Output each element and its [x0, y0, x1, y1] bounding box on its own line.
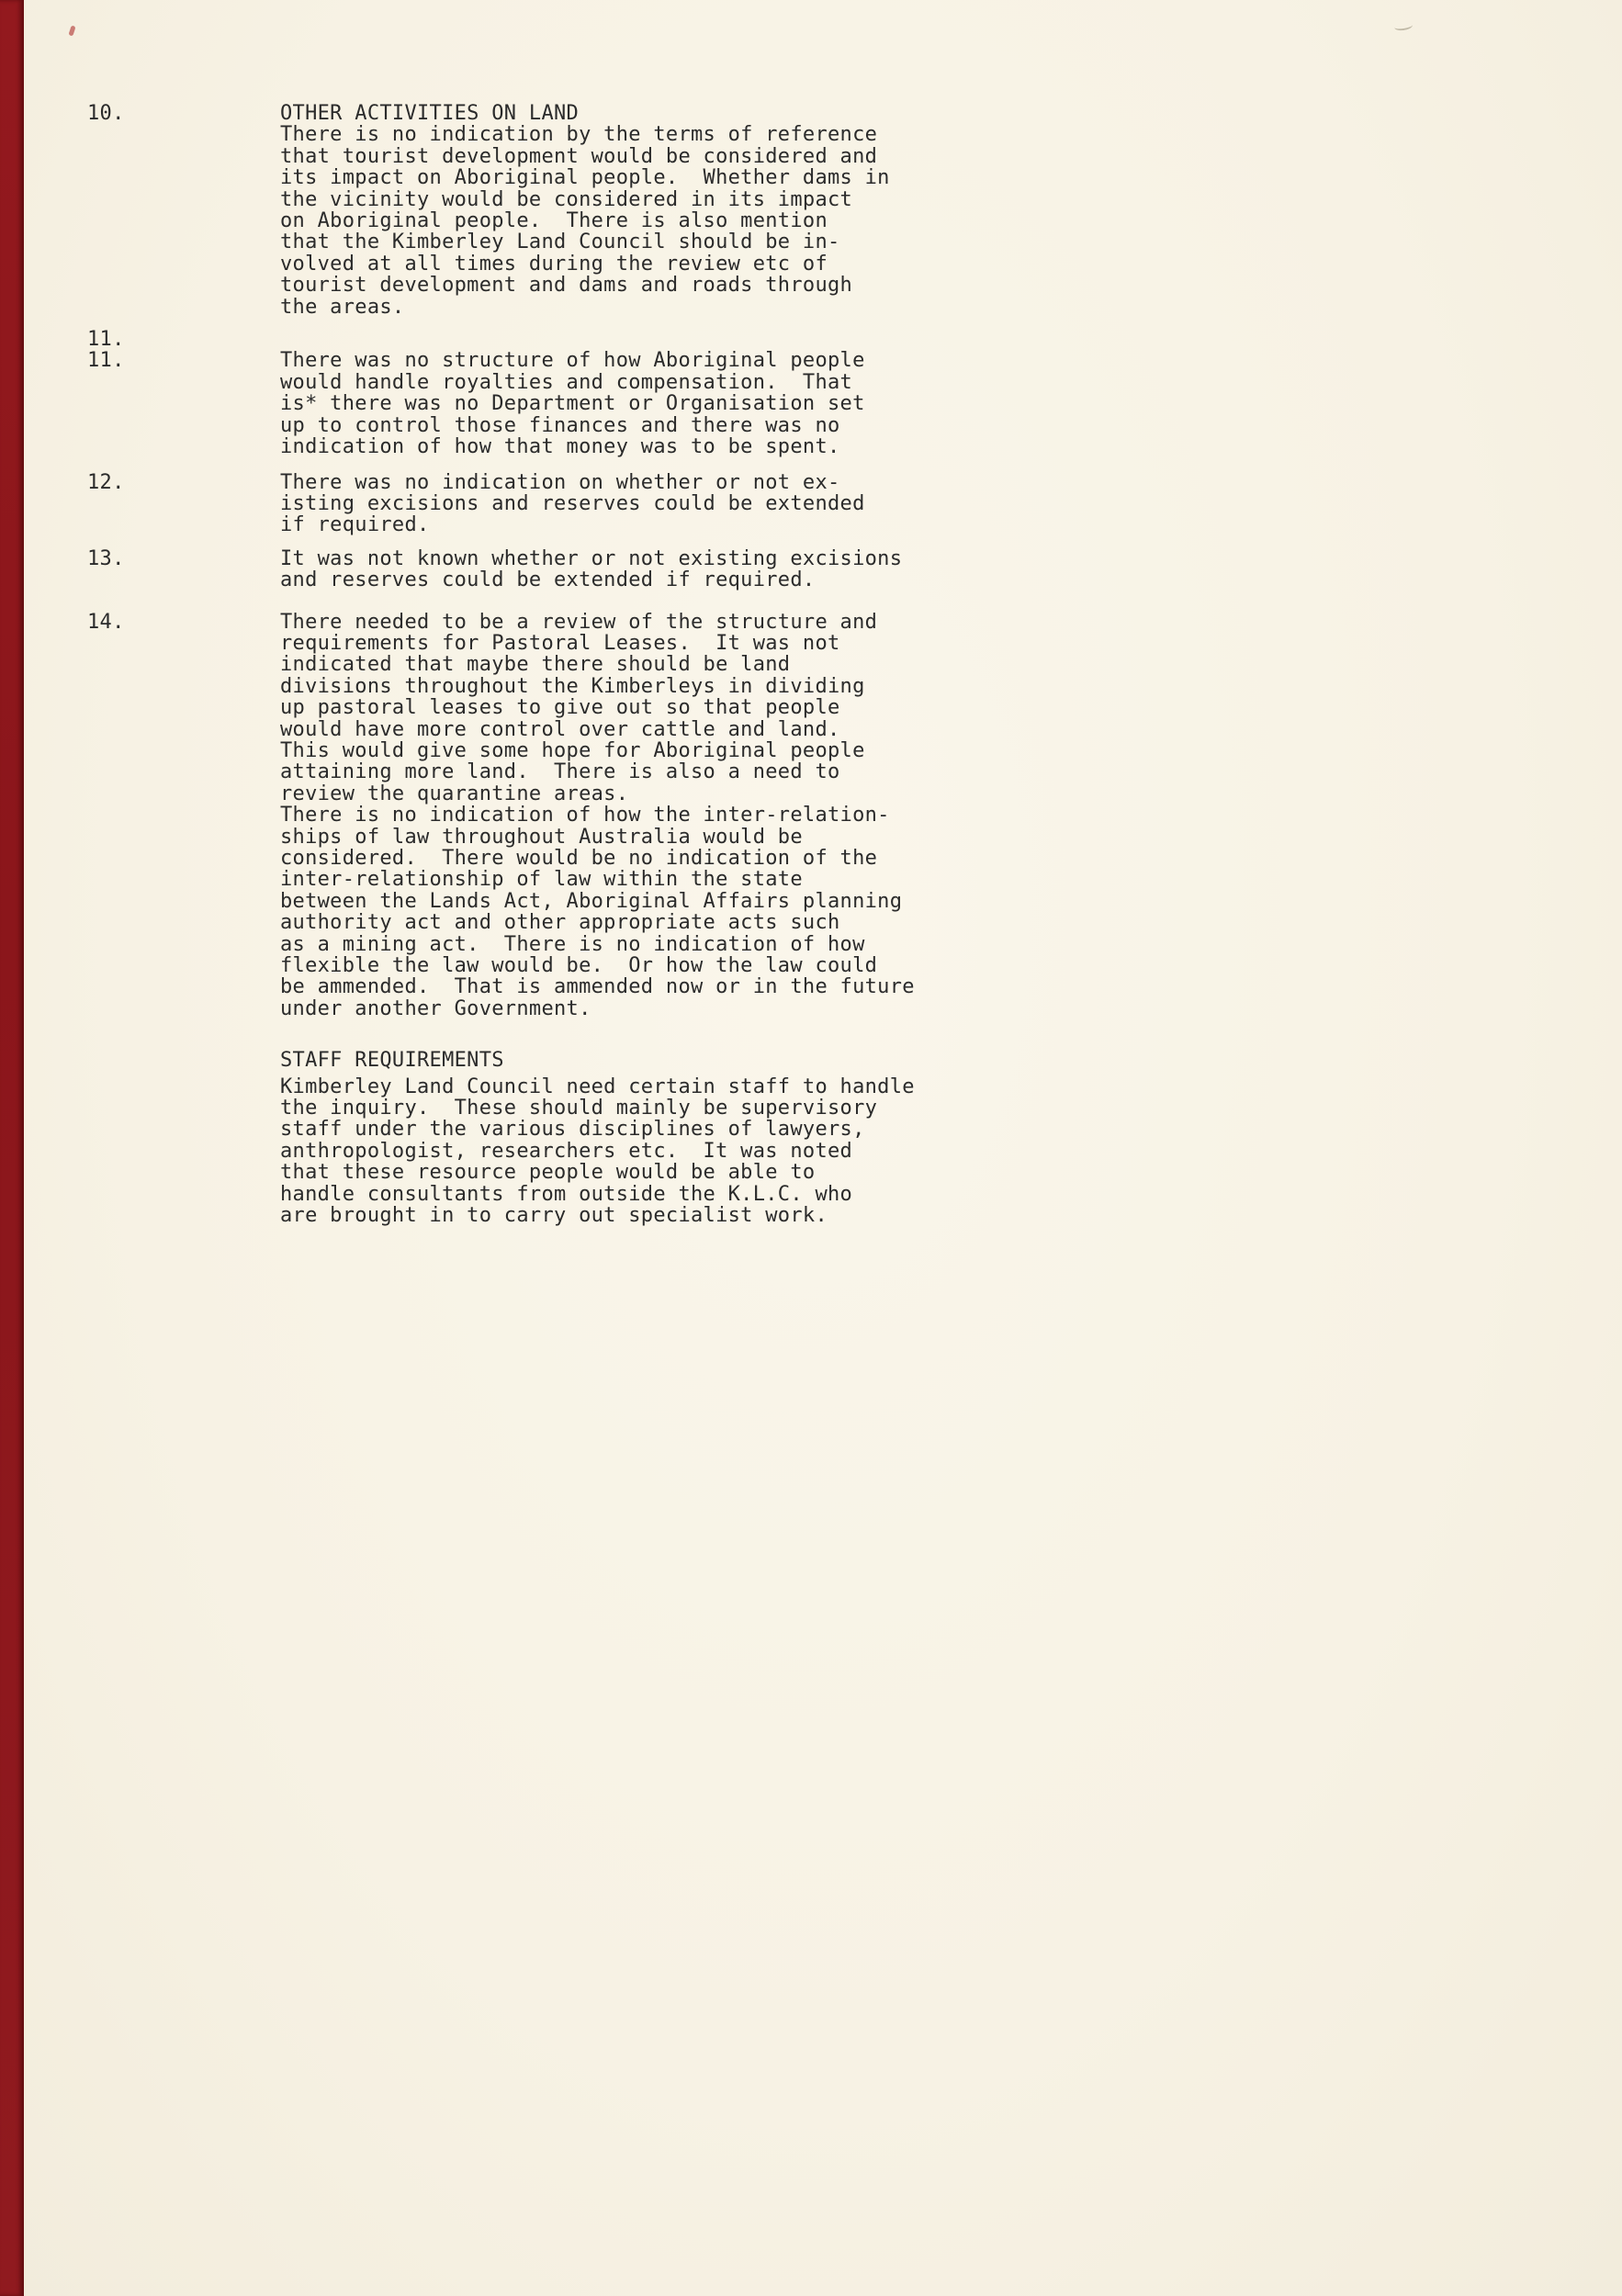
document-block	[87, 612, 1576, 805]
block-content	[280, 548, 1576, 591]
section-heading: STAFF REQUIREMENTS	[280, 1049, 504, 1073]
pencil-mark	[1393, 21, 1413, 32]
item-number: 11.	[87, 349, 125, 373]
text-line: attaining more land. There is also a need to	[280, 760, 840, 784]
document-block	[87, 548, 1576, 591]
text-line: staff under the various disciplines of lawyers,	[280, 1118, 865, 1142]
text-line: There was no indication on whether or not ex-	[280, 470, 840, 494]
text-line: considered. There would be no indication of the	[280, 847, 878, 870]
text-line: between the Lands Act, Aboriginal Affairs planning	[280, 889, 903, 913]
text-line: as a mining act. There is no indication of how	[280, 932, 865, 956]
block-content	[280, 472, 1576, 536]
text-line: handle consultants from outside the K.L.C. who	[280, 1182, 853, 1206]
item-number: 13.	[87, 546, 125, 570]
text-line: that the Kimberley Land Council should be in-	[280, 231, 840, 254]
document-body	[87, 103, 1576, 1227]
text-line: the vicinity would be considered in its impact	[280, 187, 853, 211]
text-line: would have more control over cattle and land.	[280, 717, 840, 741]
text-line: if required.	[280, 513, 430, 537]
text-line: requirements for Pastoral Leases. It was not	[280, 631, 840, 655]
document-block	[87, 350, 1576, 457]
text-line: authority act and other appropriate acts such	[280, 911, 840, 935]
text-line: anthropologist, researchers etc. It was noted	[280, 1139, 853, 1163]
text-line: It was not known whether or not existing excisions	[280, 546, 903, 570]
text-line: tourist development and dams and roads through	[280, 274, 853, 298]
block-content	[280, 612, 1576, 805]
text-line: on Aboriginal people. There is also mention	[280, 209, 828, 233]
document-block	[87, 472, 1576, 536]
text-line: that tourist development would be considered and	[280, 144, 878, 168]
text-line: There is no indication by the terms of reference	[280, 123, 878, 147]
item-number: 11.	[87, 328, 125, 352]
text-line: be ammended. That is ammended now or in the future	[280, 975, 915, 999]
text-line: are brought in to carry out specialist work.	[280, 1204, 828, 1228]
document-block	[87, 1076, 1576, 1227]
block-content	[280, 103, 1576, 318]
document-block	[87, 103, 1576, 318]
item-number: 10.	[87, 102, 125, 125]
text-line: There is no indication of how the inter-relation-	[280, 804, 890, 827]
text-line: ships of law throughout Australia would be	[280, 825, 803, 849]
text-line: the areas.	[280, 295, 405, 319]
block-content	[280, 1050, 1576, 1071]
text-line: There needed to be a review of the structure and	[280, 610, 878, 634]
text-line: would handle royalties and compensation. That	[280, 370, 853, 394]
text-line: divisions throughout the Kimberleys in dividing	[280, 674, 865, 698]
text-line: its impact on Aboriginal people. Whether dams in	[280, 166, 890, 190]
scan-edge-strip	[0, 0, 24, 2296]
text-line: This would give some hope for Aboriginal people	[280, 738, 865, 762]
text-line: up pastoral leases to give out so that people	[280, 696, 840, 720]
text-line: isting excisions and reserves could be extended	[280, 491, 865, 515]
red-pen-mark	[68, 25, 75, 36]
section-heading: OTHER ACTIVITIES ON LAND	[280, 102, 580, 125]
text-line: Kimberley Land Council need certain staff to handle	[280, 1075, 915, 1098]
item-number: 14.	[87, 610, 125, 634]
item-number: 12.	[87, 470, 125, 494]
text-line: that these resource people would be able to	[280, 1161, 816, 1185]
text-line: volved at all times during the review etc of	[280, 252, 828, 276]
block-content	[280, 350, 1576, 457]
text-line: under another Government.	[280, 996, 591, 1020]
text-line: inter-relationship of law within the state	[280, 868, 803, 892]
text-line: up to control those finances and there was no	[280, 413, 840, 437]
document-block	[87, 805, 1576, 1019]
text-line: There was no structure of how Aboriginal people	[280, 349, 865, 373]
text-line: is* there was no Department or Organisation set	[280, 392, 865, 416]
text-line: and reserves could be extended if required.	[280, 568, 816, 592]
text-line: review the quarantine areas.	[280, 782, 629, 805]
text-line: flexible the law would be. Or how the law could	[280, 954, 878, 978]
block-content	[280, 805, 1576, 1019]
text-line: indicated that maybe there should be land	[280, 653, 791, 677]
document-block	[87, 329, 1576, 350]
text-line: the inquiry. These should mainly be supervisory	[280, 1097, 878, 1120]
block-content	[280, 1076, 1576, 1227]
block-content	[280, 329, 1576, 350]
document-block	[87, 1050, 1576, 1071]
text-line: indication of how that money was to be spent.	[280, 435, 840, 459]
